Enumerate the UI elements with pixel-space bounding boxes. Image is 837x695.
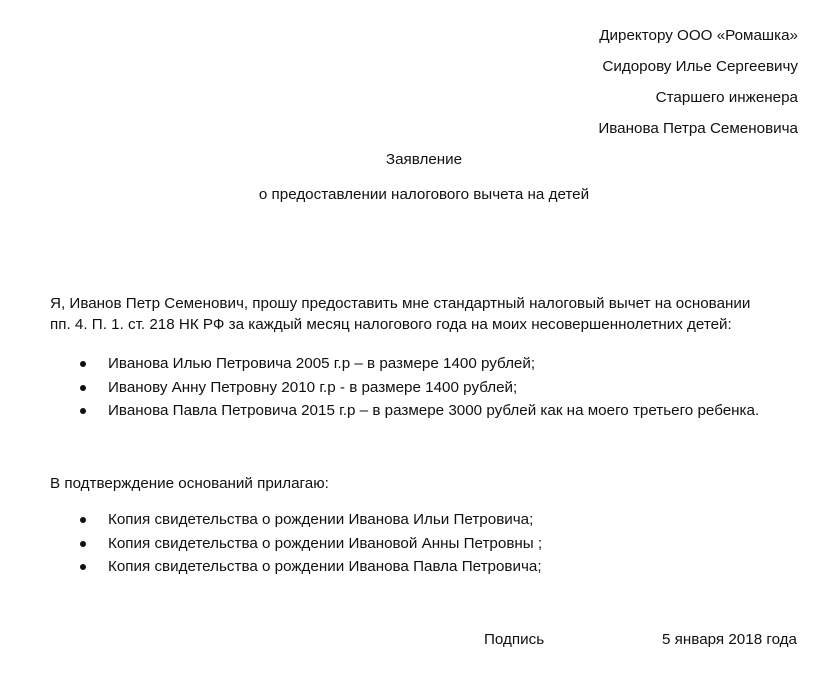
bullet-icon [80, 564, 86, 570]
signature-label: Подпись [484, 631, 545, 648]
bullet-icon [80, 408, 86, 414]
request-paragraph [50, 293, 810, 335]
bullet-icon [80, 385, 86, 391]
addressee-name: Сидорову Илье Сергеевичу [602, 58, 798, 75]
child-item-text: Иванова Павла Петровича 2015 г.р – в размере 3000 рублей как на моего третьего ребенка. [108, 402, 760, 419]
document-title: Заявление [385, 151, 463, 168]
request-line-1: Я, Иванов Петр Семенович, прошу предоставить мне стандартный налоговый вычет на основании [50, 295, 751, 312]
child-item-text: Иванова Илью Петровича 2005 г.р – в размере 1400 рублей; [108, 355, 536, 372]
request-line-2: пп. 4. П. 1. ст. 218 НК РФ за каждый месяц налогового года на моих несовершеннолетних детей: [50, 316, 732, 333]
attachment-item-text: Копия свидетельства о рождении Иванова Ильи Петровича; [108, 511, 534, 528]
signature-date: 5 января 2018 года [662, 631, 797, 648]
addressee-block [598, 26, 798, 150]
child-item-text: Иванову Анну Петровну 2010 г.р - в размере 1400 рублей; [108, 378, 518, 396]
attachment-item-text: Копия свидетельства о рождении Иванова Павла Петровича; [108, 558, 542, 575]
applicant-position: Старшего инженера [655, 89, 798, 106]
bullet-icon [80, 517, 86, 523]
applicant-name: Иванова Петра Семеновича [598, 120, 798, 137]
document-subtitle: о предоставлении налогового вычета на детей [258, 186, 590, 203]
bullet-icon [80, 541, 86, 547]
attachments-intro: В подтверждение оснований прилагаю: [50, 475, 329, 492]
attachment-item-text: Копия свидетельства о рождении Ивановой Анны Петровны ; [108, 534, 543, 552]
bullet-icon [80, 361, 86, 367]
addressee-director: Директору ООО «Ромашка» [599, 27, 798, 44]
